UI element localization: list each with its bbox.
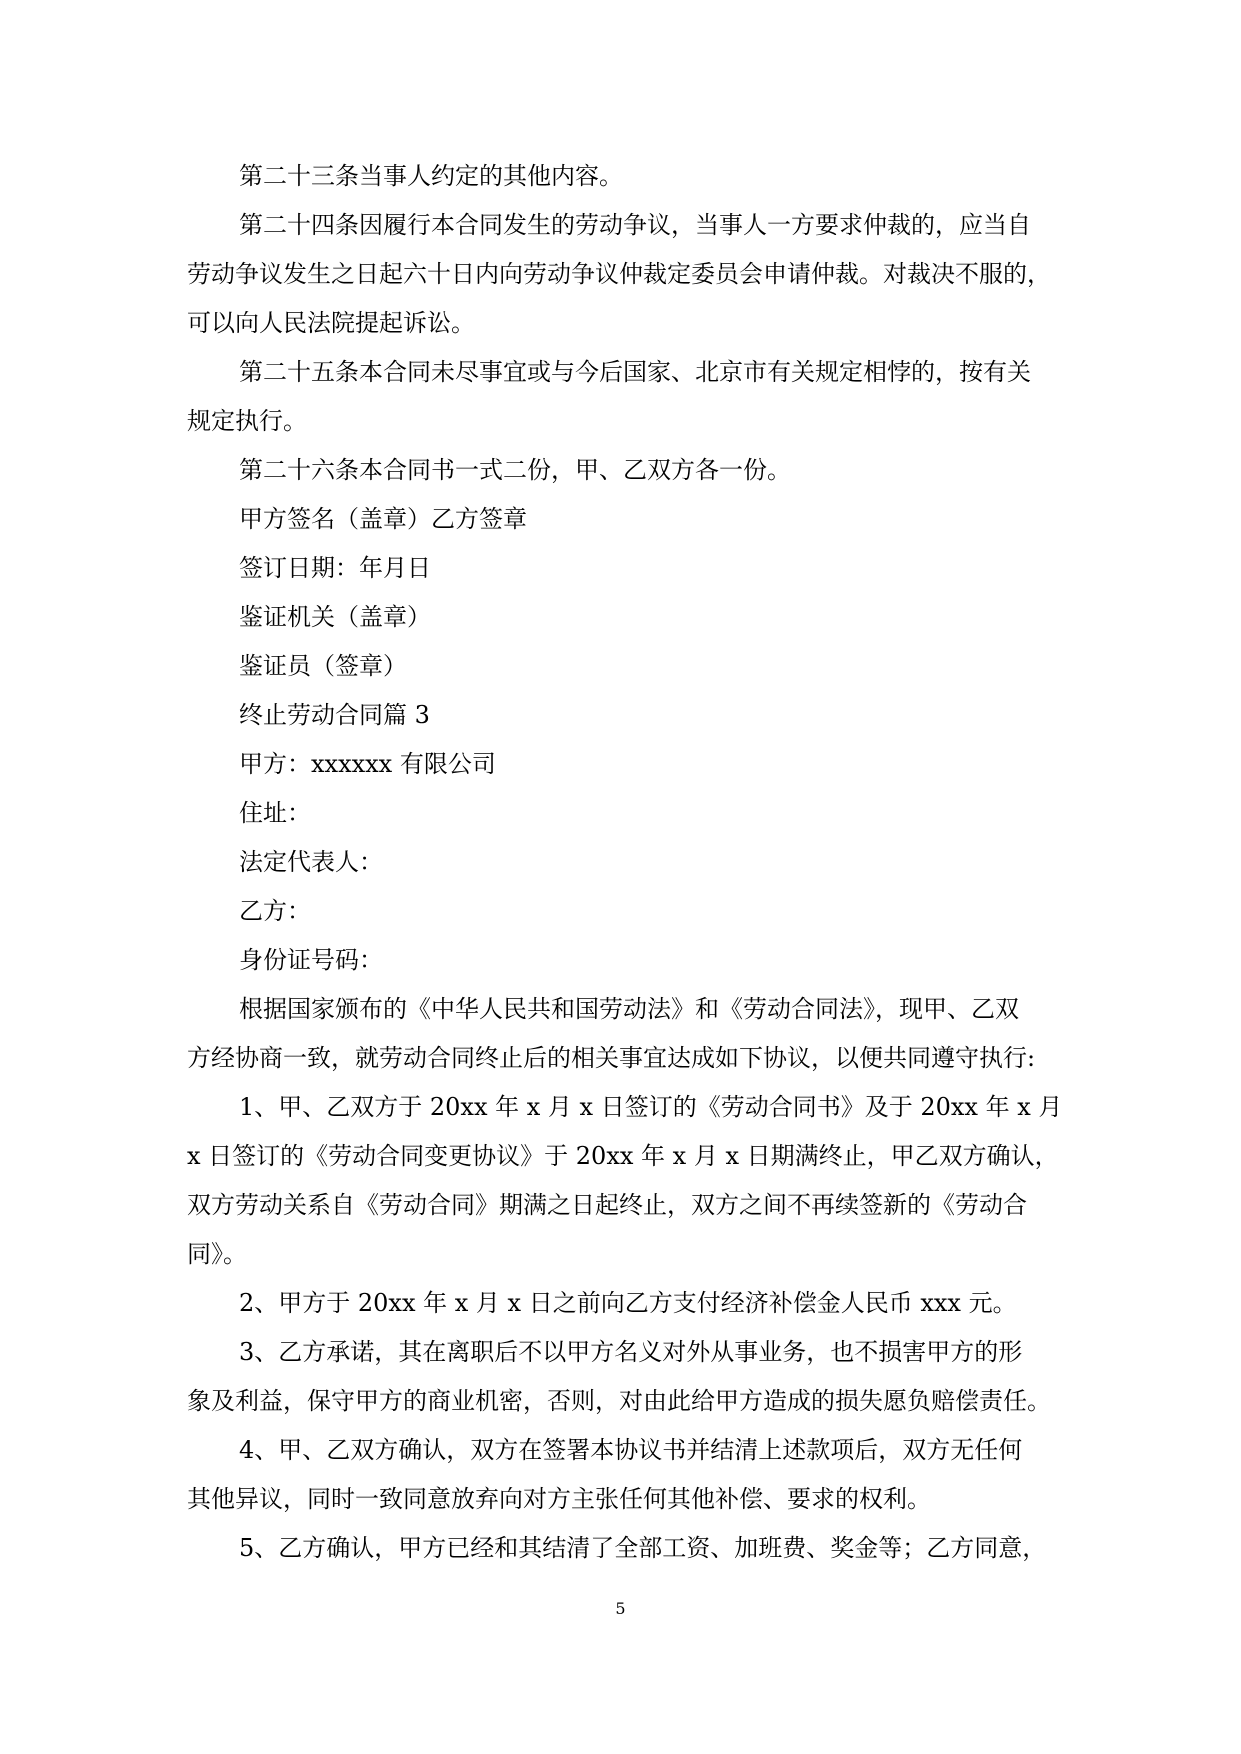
certifying-authority [187, 593, 1057, 642]
text-line: 规定执行。 [187, 407, 307, 435]
text-line: 其他异议，同时一致同意放弃向对方主张任何其他补偿、要求的权利。 [187, 1485, 931, 1513]
preamble-paragraph [187, 985, 1057, 1083]
text-line: 鉴证机关（盖章） [239, 603, 431, 631]
text-line: 法定代表人： [239, 848, 383, 876]
party-a [187, 740, 1057, 789]
text-line: 同》。 [187, 1240, 247, 1268]
certifier [187, 642, 1057, 691]
text-line: 第二十三条当事人约定的其他内容。 [239, 162, 623, 190]
text-line: 住址： [239, 799, 311, 827]
text-line: 4、甲、乙双方确认，双方在签署本协议书并结清上述款项后，双方无任何 [239, 1436, 1023, 1464]
text-line: 1、甲、乙双方于 20xx 年 x 月 x 日签订的《劳动合同书》及于 20xx 年 x 月 [239, 1093, 1063, 1121]
text-line: 3、乙方承诺，其在离职后不以甲方名义对外从事业务，也不损害甲方的形 [239, 1338, 1023, 1366]
text-line: 象及利益，保守甲方的商业机密，否则，对由此给甲方造成的损失愿负赔偿责任。 [187, 1387, 1051, 1415]
id-number-field [187, 936, 1057, 985]
paragraph-article-26 [187, 446, 1057, 495]
text-line: x 日签订的《劳动合同变更协议》于 20xx 年 x 月 x 日期满终止，甲乙双方确认， [187, 1142, 1059, 1170]
text-line: 根据国家颁布的《中华人民共和国劳动法》和《劳动合同法》，现甲、乙双 [239, 995, 1019, 1023]
signature-line [187, 495, 1057, 544]
text-line: 第二十五条本合同未尽事宜或与今后国家、北京市有关规定相悖的，按有关 [239, 358, 1031, 386]
page-number: 5 [615, 1599, 626, 1618]
legal-representative-field [187, 838, 1057, 887]
text-line: 双方劳动关系自《劳动合同》期满之日起终止，双方之间不再续签新的《劳动合 [187, 1191, 1027, 1219]
text-line: 甲方：xxxxxx 有限公司 [239, 750, 496, 778]
paragraph-article-24 [187, 201, 1057, 348]
text-line: 签订日期：年月日 [239, 554, 431, 582]
clause-5 [187, 1524, 1057, 1573]
text-line: 身份证号码： [239, 946, 383, 974]
text-line: 5、乙方确认，甲方已经和其结清了全部工资、加班费、奖金等；乙方同意， [239, 1534, 1047, 1562]
paragraph-article-25 [187, 348, 1057, 446]
text-line: 2、甲方于 20xx 年 x 月 x 日之前向乙方支付经济补偿金人民币 xxx 元。 [239, 1289, 1017, 1317]
text-line: 可以向人民法院提起诉讼。 [187, 309, 475, 337]
paragraph-article-23 [187, 152, 1057, 201]
address-field [187, 789, 1057, 838]
text-line: 鉴证员（签章） [239, 652, 407, 680]
signing-date [187, 544, 1057, 593]
text-line: 第二十四条因履行本合同发生的劳动争议，当事人一方要求仲裁的，应当自 [239, 211, 1031, 239]
text-line: 劳动争议发生之日起六十日内向劳动争议仲裁定委员会申请仲裁。对裁决不服的， [187, 260, 1051, 288]
clause-4 [187, 1426, 1057, 1524]
text-line: 终止劳动合同篇 3 [239, 701, 430, 729]
text-line: 乙方： [239, 897, 311, 925]
party-b [187, 887, 1057, 936]
text-line: 甲方签名（盖章）乙方签章 [239, 505, 527, 533]
document-body [187, 152, 1063, 1573]
text-line: 第二十六条本合同书一式二份，甲、乙双方各一份。 [239, 456, 791, 484]
clause-1 [187, 1083, 1063, 1279]
section-title [187, 691, 1057, 740]
clause-2 [187, 1279, 1057, 1328]
text-line: 方经协商一致，就劳动合同终止后的相关事宜达成如下协议，以便共同遵守执行: [187, 1044, 1036, 1072]
clause-3 [187, 1328, 1057, 1426]
